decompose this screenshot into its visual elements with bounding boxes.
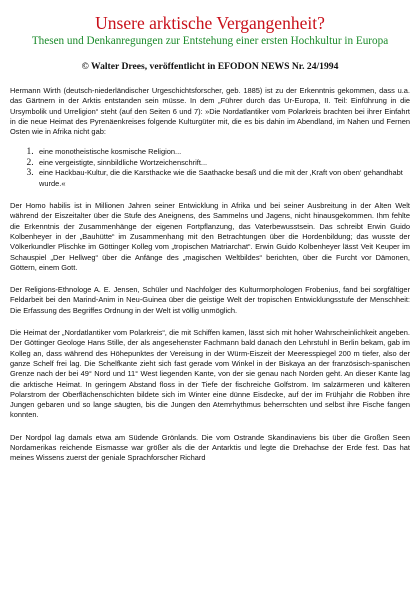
document-page xyxy=(0,13,420,607)
list-item: 3. eine Hackbau-Kultur, die die Karsthacke wie die Saathacke besaß und die mit der ‚Kraft von oben‘ gehandhabt wurde.« xyxy=(36,168,410,189)
paragraph-intro: Hermann Wirth (deutsch-niederländischer Urgeschichtsforscher, geb. 1885) ist zu der Erkenntnis gekommen, dass u.a. das Gärtnern in der Arktis entstanden sein müsse. In dem „Führer durch das Ur-Europa, II. Teil: Einführung in die Ursymbolik und Urreligion“ steht (auf den Seiten 6 und 7): »Die Nordatlantiker vom Polarkreis brachten bei ihrer Einfahrt in die neue Heimat des Pyrenäenkreises folgende Kulturgüter mit, die es bis dahin im Abendland, im Nahen und Fernen Osten wie in Afrika nicht gab: xyxy=(10,86,410,137)
article-title: Unsere arktische Vergangenheit? xyxy=(95,13,325,33)
list-item: 2. eine vergeistigte, sinnbildliche Wortzeichenschrift... xyxy=(36,158,410,168)
article-subtitle: Thesen und Denkanregungen zur Entstehung einer ersten Hochkultur in Europa xyxy=(31,35,389,47)
paragraph-nordpol: Der Nordpol lag damals etwa am Südende Grönlands. Die vom Ostrande Skandinaviens bis über die Großen Seen Nordamerikas reichende Eismasse war größer als die der Antarktis und legte die Drehachse der Erde fest. Das hat meines Wissens zuerst der geniale Sprachforscher Richard xyxy=(10,432,410,463)
culture-list xyxy=(10,147,410,189)
article-byline: © Walter Drees, veröffentlicht in EFODON NEWS Nr. 24/1994 xyxy=(81,61,339,72)
paragraph-homo-habilis: Der Homo habilis ist in Millionen Jahren seiner Entwicklung in Afrika und bei seiner Ausbreitung in der Alten Welt während der Eiszeitalter über die Stufe des Aneignens, des Sammelns und Jagens, nicht hinausgekommen. Ihm fehlte die Erkenntnis der Zusammenhänge der eigenen Fortpflanzung, das Vaterbewusstsein. Das schreibt Erwin Guido Kolbenheyer in der „Bauhütte“ im Zusammenhang mit den Betrachtungen über die Hordenbildung; das wusste der Völkerkundler Plischke im Göttinger Kolleg vom „tropischen Matriarchat“. Erwin Guido Kolbenheyer lässt Veit Keuper im Schauspiel „Der Hellweg“ über die Anfänge des „magischen Weltbildes“ berichten, über die Furcht vor Dämonen, Göttern, einem Gott. xyxy=(10,201,410,272)
paragraph-jensen: Der Religions-Ethnologe A. E. Jensen, Schüler und Nachfolger des Kulturmorphologen Frobenius, fand bei sorgfältiger Feldarbeit bei den Marind-Anim in Neu-Guinea über die geistige Welt der tropischen Entwicklungsstufe der Menschheit: Die Erfassung des Begriffes Ordnung in der Welt ist völlig unmöglich. xyxy=(10,285,410,315)
paragraph-heimat: Die Heimat der „Nordatlantiker vom Polarkreis“, die mit Schiffen kamen, lässt sich mit hoher Wahrscheinlichkeit angeben. Der Göttinger Geologe Hans Stille, der als angesehenster Fachmann bald danach den Lehrstuhl in Berlin bekam, gab im Kolleg an, dass während des Höhepunktes der Vereisung in der Würm-Eiszeit der Meeresspiegel 200 m tiefer, also der ganze Schelf frei lag. Die Schelfkante zieht sich fast gerade vom Winkel in der Biskaya an der französisch-spanischen Grenze nach der bei 49° Nord und 11° West liegenden Kante, von der sie genau nach Norden geht. An dieser Kante lag die arktische Heimat. In geringem Abstand floss in der Tiefe der fischreiche Golfstrom. Im salzärmeren und kälteren Polarstrom der Oberflächenschichten bildete sich im Winter eine dünne Eisdecke, auf der im Frühjahr die Robben ihre Jungen gebaren und so lange säugten, bis die Jungen den Atemrhythmus beherrschten und selbst ihre Fische fangen konnten. xyxy=(10,328,410,420)
list-item: 1. eine monotheistische kosmische Religion... xyxy=(36,147,410,157)
